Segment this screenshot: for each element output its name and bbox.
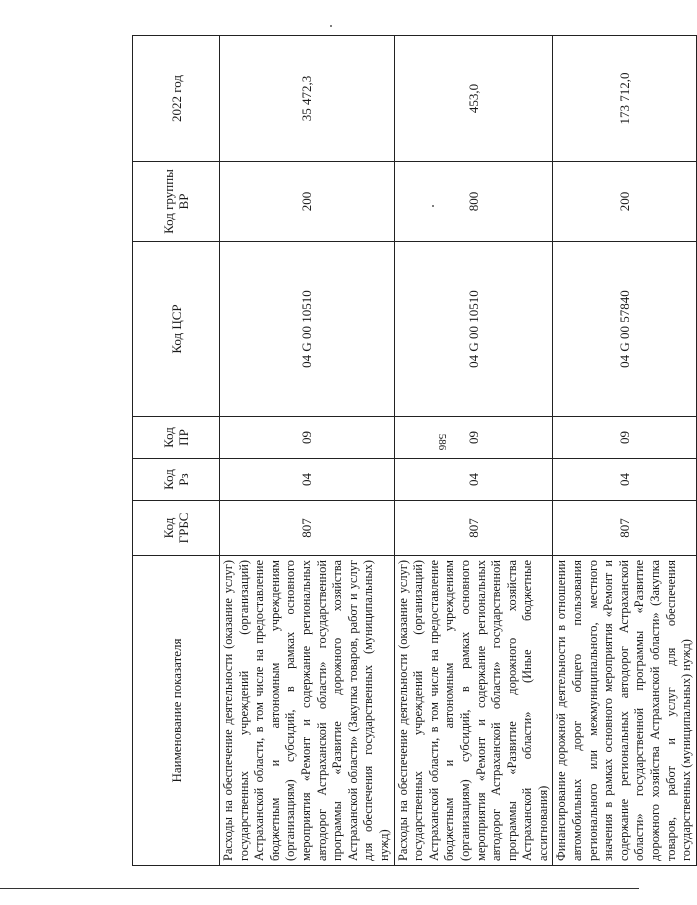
cell-vr: 200: [220, 162, 395, 242]
cell-grbs: 807: [394, 501, 553, 556]
header-pr: Код ПР: [133, 417, 220, 459]
header-year: 2022 год: [133, 36, 220, 162]
cell-pr: 09: [220, 417, 395, 459]
header-vr: Код группы ВР: [133, 162, 220, 242]
cell-year: 173 712,0: [553, 36, 696, 162]
table-row: [394, 36, 553, 866]
cell-vr: 800: [394, 162, 553, 242]
cell-csr: 04 G 00 57840: [553, 242, 696, 417]
cell-name: Финансирование дорожной деятельности в отношении автомобильных дорог общего пользования регионального или межмуниципального, местного значения в рамках основного мероприятия «Ремонт и содержание региональных автодорог Астраханской области» государственной программы «Развитие дорожного хозяйства Астраханской области» (Закупка товаров, работ и услуг для обеспечения государственных (муниципальных) нужд): [553, 556, 696, 866]
header-rz: Код Рз: [133, 459, 220, 501]
header-grbs: Код ГРБС: [133, 501, 220, 556]
cell-rz: 04: [553, 459, 696, 501]
table-row: [220, 36, 395, 866]
cell-rz: 04: [220, 459, 395, 501]
cell-grbs: 807: [553, 501, 696, 556]
budget-table: [132, 35, 697, 866]
cell-year: 35 472,3: [220, 36, 395, 162]
scan-speck: [330, 25, 332, 27]
cell-rz: 04: [394, 459, 553, 501]
cell-pr: 09: [553, 417, 696, 459]
cell-csr: 04 G 00 10510: [220, 242, 395, 417]
page-number: 586: [436, 433, 448, 451]
table-row: [553, 36, 696, 866]
cell-year: 453,0: [394, 36, 553, 162]
cell-vr: 200: [553, 162, 696, 242]
header-name: Наименование показателя: [133, 556, 220, 866]
budget-table-rotated: [132, 36, 694, 866]
cell-name: Расходы на обеспечение деятельности (оказание услуг) государственных учреждений (организаций) Астраханской области, в том числе на предоставление бюджетным и автономным учреждениям (организациям) субсидий, в рамках основного мероприятия «Ремонт и содержание региональных автодорог Астраханской области» государственной программы «Развитие дорожного хозяйства Астраханской области» (Закупка товаров, работ и услуг для обеспечения государственных (муниципальных) нужд): [220, 556, 395, 866]
table-header-row: [133, 36, 220, 866]
cell-grbs: 807: [220, 501, 395, 556]
cell-name: Расходы на обеспечение деятельности (оказание услуг) государственных учреждений (организаций) Астраханской области, в том числе на предоставление бюджетным и автономным учреждениям (организациям) субсидий, в рамках основного мероприятия «Ремонт и содержание региональных автодорог Астраханской области» государственной программы «Развитие дорожного хозяйства Астраханской области» (Иные бюджетные ассигнования): [394, 556, 553, 866]
cell-csr: 04 G 00 10510: [394, 242, 553, 417]
cell-pr: 09: [394, 417, 553, 459]
header-csr: Код ЦСР: [133, 242, 220, 417]
page-bottom-rule: [0, 888, 639, 889]
